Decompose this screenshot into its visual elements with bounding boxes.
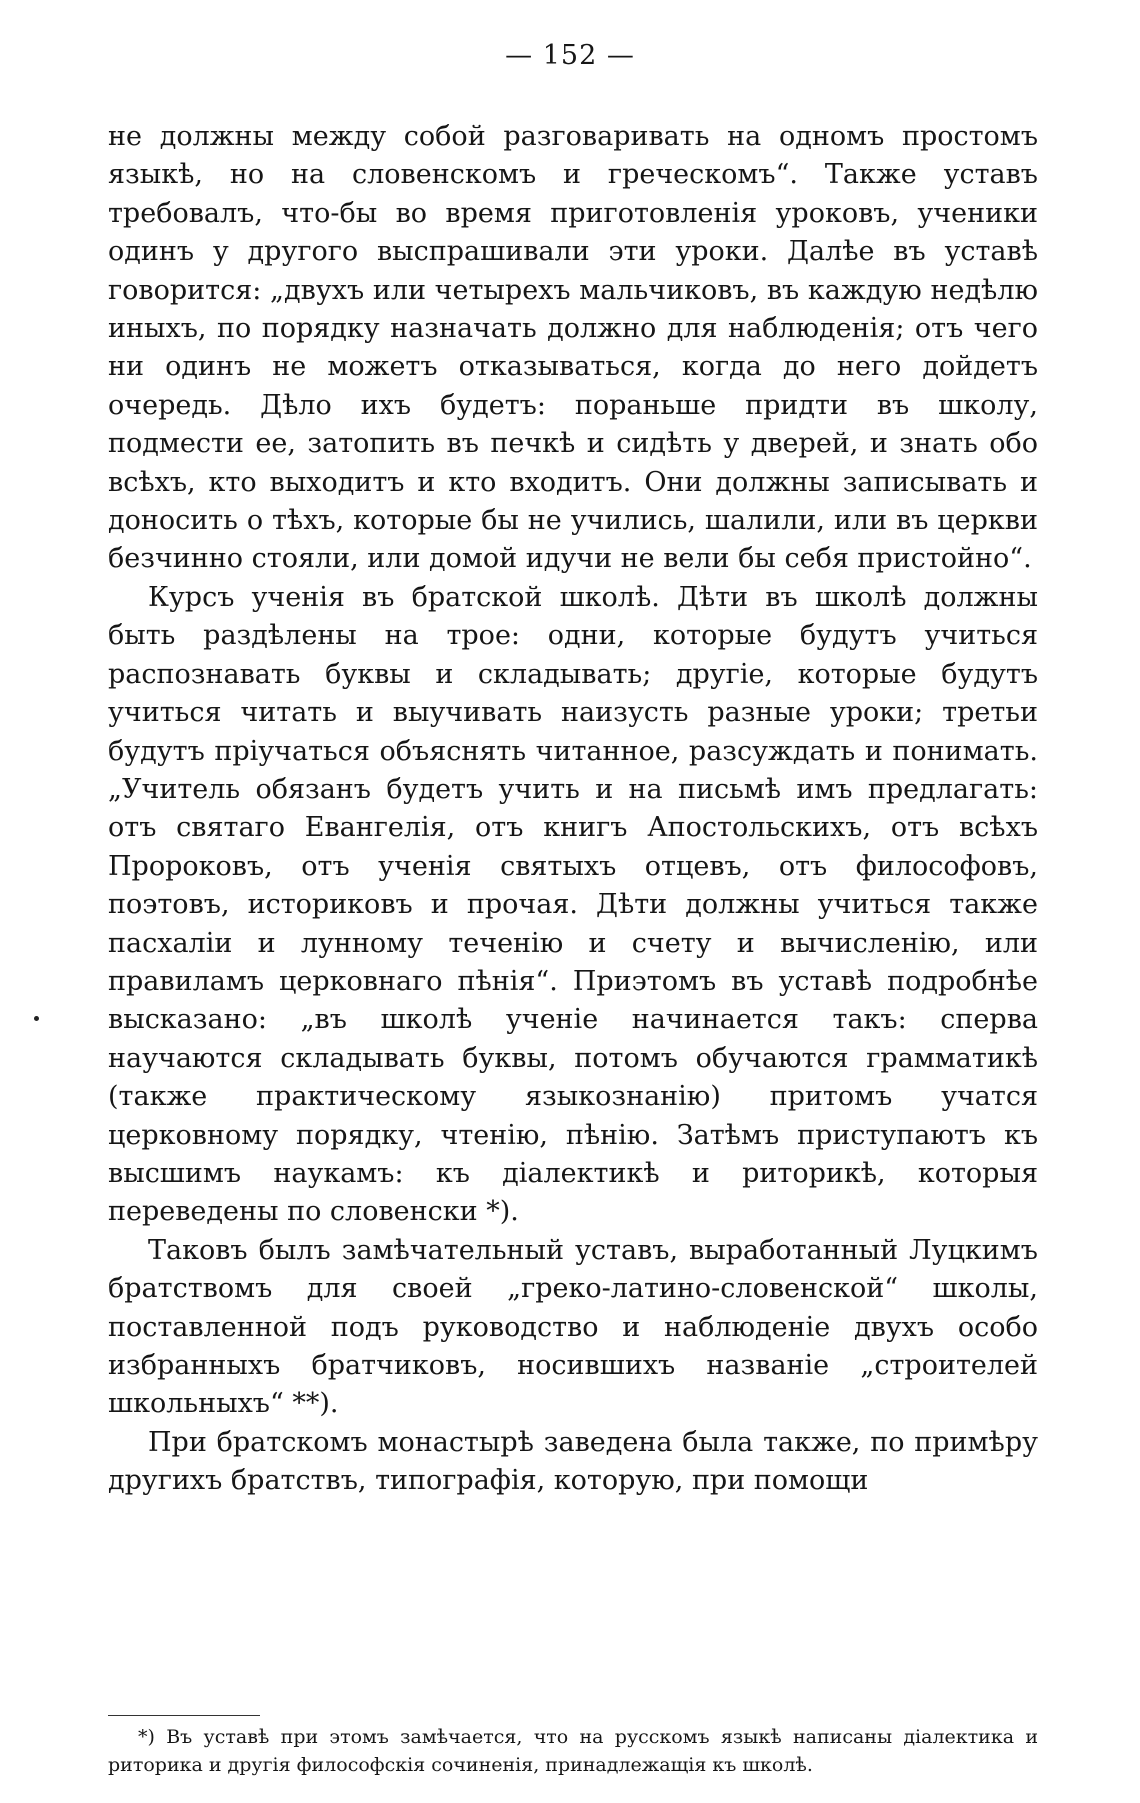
- paragraph-2: Курсъ ученія въ братской школѣ. Дѣти въ школѣ должны быть раздѣлены на трое: одни, которые будутъ учиться распознавать буквы и складывать; другіе, которые будутъ учиться читать и выучивать наизусть разные уроки; третьи будутъ пріучаться объяснять читанное, разсуждать и понимать. „Учитель обязанъ будетъ учить и на письмѣ имъ предлагать: отъ святаго Евангелія, отъ книгъ Апостольскихъ, отъ всѣхъ Пророковъ, отъ ученія святыхъ отцевъ, отъ философовъ, поэтовъ, историковъ и прочая. Дѣти должны учиться также пасхаліи и лунному теченію и счету и вычисленію, или правиламъ церковнаго пѣнія“. Приэтомъ въ уставѣ подробнѣе высказано: „въ школѣ ученіе начинается такъ: сперва научаются складывать буквы, потомъ обучаются грамматикѣ (также практическому языкознанію) притомъ учатся церковному порядку, чтенію, пѣнію. Затѣмъ приступаютъ къ высшимъ наукамъ: къ діалектикѣ и риторикѣ, которыя переведены по словенски *).: [108, 581, 1038, 1228]
- footnote-divider: [108, 1715, 260, 1716]
- body-text: [108, 118, 1038, 1501]
- paragraph-4: При братскомъ монастырѣ заведена была также, по примѣру другихъ братствъ, типографія, которую, при помощи: [108, 1426, 1038, 1497]
- paragraph-3: Таковъ былъ замѣчательный уставъ, выработанный Луцкимъ братствомъ для своей „греко-латино-словенской“ школы, поставленной подъ руководство и наблюденіе двухъ особо избранныхъ братчиковъ, носившихъ названіе „строителей школьныхъ“ **).: [108, 1234, 1038, 1420]
- footnote: *) Въ уставѣ при этомъ замѣчается, что на русскомъ языкѣ написаны діалектика и риторика и другія философскія сочиненія, принадлежащія къ школѣ.: [108, 1726, 1038, 1776]
- paragraph-1: не должны между собой разговаривать на одномъ простомъ языкѣ, но на словенскомъ и греческомъ“. Также уставъ требовалъ, что-бы во время приготовленія уроковъ, ученики одинъ у другого выспрашивали эти уроки. Далѣе въ уставѣ говорится: „двухъ или четырехъ мальчиковъ, въ каждую недѣлю иныхъ, по порядку назначать должно для наблюденія; отъ чего ни одинъ не можетъ отказываться, когда до него дойдетъ очередь. Дѣло ихъ будетъ: пораньше придти въ школу, подмести ее, затопить въ печкѣ и сидѣть у дверей, и знать обо всѣхъ, кто выходитъ и кто входитъ. Они должны записывать и доносить о тѣхъ, которые бы не учились, шалили, или въ церкви безчинно стояли, или домой идучи не вели бы себя пристойно“.: [108, 121, 1038, 575]
- print-speck: [34, 1016, 39, 1021]
- page-number: — 152 —: [505, 40, 635, 71]
